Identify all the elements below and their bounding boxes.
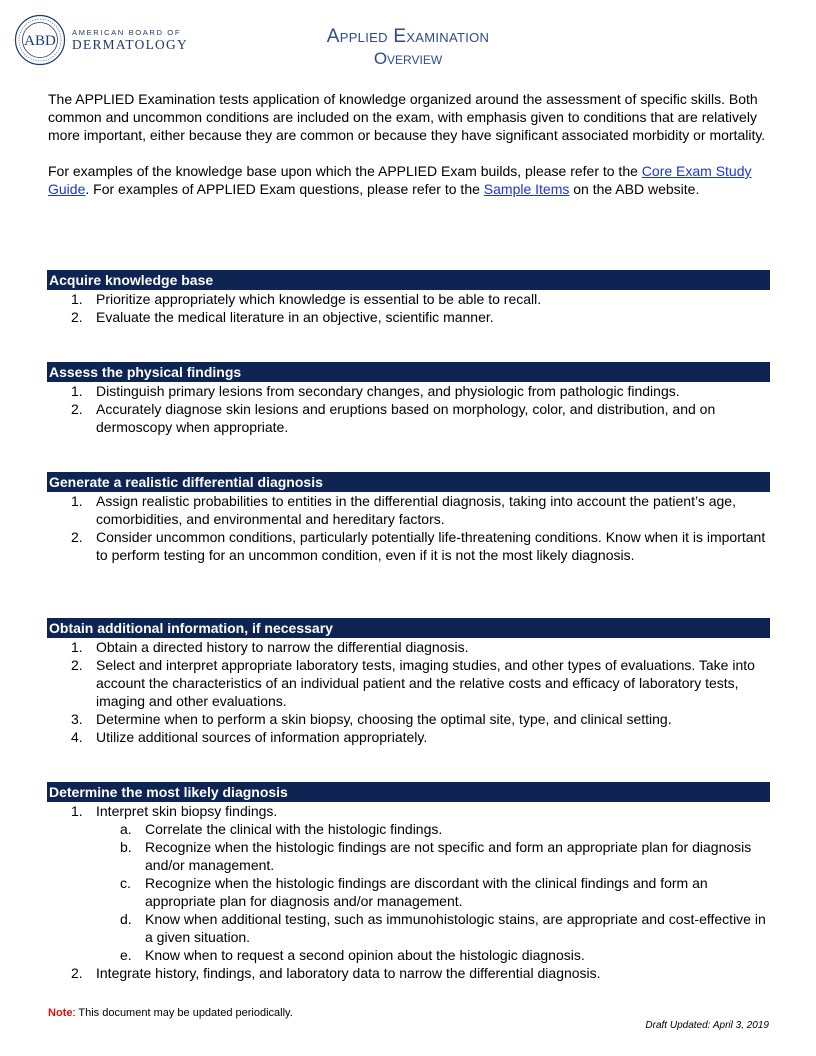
item-number: 2. [71,965,83,981]
item-text: Obtain a directed history to narrow the differential diagnosis. [96,639,469,655]
list-item [47,656,770,710]
item-text: Distinguish primary lesions from secondary changes, and physiologic from pathologic findings. [96,383,680,399]
sub-item-letter: b. [120,839,132,855]
section-heading: Obtain additional information, if necessary [47,618,770,638]
section-assess-physical-findings [47,362,770,436]
section-differential-diagnosis [47,472,770,564]
section-heading: Generate a realistic differential diagnosis [47,472,770,492]
list-item [47,290,770,308]
list-item [47,728,770,746]
item-text: Select and interpret appropriate laboratory tests, imaging studies, and other types of evaluations. Take into account the characteristics of an individual patient and the relative costs and efficacy of laboratory tests, imaging and other evaluations. [96,657,755,709]
section-heading: Assess the physical findings [47,362,770,382]
sub-item-text: Recognize when the histologic findings are not specific and form an appropriate plan for diagnosis and/or management. [145,839,752,873]
list-item [47,528,770,564]
list-item [47,964,770,982]
sub-item-text: Correlate the clinical with the histologic findings. [145,821,443,837]
item-number: 2. [71,309,83,325]
sub-list-item [96,874,770,910]
logo-small-text: AMERICAN BOARD OF [72,28,182,37]
sub-list-item [96,910,770,946]
draft-updated-date: Draft Updated: April 3, 2019 [645,1020,769,1031]
item-list [47,802,770,982]
section-acquire-knowledge [47,270,770,326]
sub-item-letter: c. [120,875,131,891]
item-text: Evaluate the medical literature in an objective, scientific manner. [96,309,494,325]
title-line-1: Applied Examination [326,26,490,47]
item-list [47,492,770,564]
sub-list-item [96,820,770,838]
list-item [47,802,770,964]
note-label: Note [48,1007,73,1019]
section-most-likely-diagnosis [47,782,770,982]
section-additional-information [47,618,770,746]
intro-p2-before: For examples of the knowledge base upon which the APPLIED Exam builds, please refer to the [48,163,642,179]
title-line-2: Overview [373,49,443,68]
item-list [47,638,770,746]
section-heading: Determine the most likely diagnosis [47,782,770,802]
item-number: 1. [71,803,83,819]
item-list [47,290,770,326]
sub-item-letter: a. [120,821,132,837]
item-text: Interpret skin biopsy findings. [96,803,278,819]
sub-item-text: Know when additional testing, such as immunohistologic stains, are appropriate and cost-effective in a given situation. [145,911,766,945]
item-list [47,382,770,436]
seal-text: ABD [24,33,56,49]
sub-list-item [96,946,770,964]
intro-paragraph-1: The APPLIED Examination tests application of knowledge organized around the assessment of specific skills. Both common and uncommon conditions are included on the exam, with emphasis given to conditions that are relatively more important, either because they are common or because they have significant associated morbidity or mortality. [48,91,766,143]
intro-p2-middle: . For examples of APPLIED Exam questions, please refer to the [85,181,484,197]
section-heading: Acquire knowledge base [47,270,770,290]
item-text: Integrate history, findings, and laboratory data to narrow the differential diagnosis. [96,965,601,981]
list-item [47,492,770,528]
item-number: 1. [71,291,83,307]
sample-items-link[interactable]: Sample Items [483,181,570,197]
item-number: 1. [71,493,83,509]
sub-item-text: Recognize when the histologic findings are discordant with the clinical findings and form an appropriate plan for diagnosis and/or management. [145,875,708,909]
sub-item-list [96,820,770,964]
list-item [47,710,770,728]
item-number: 2. [71,401,83,417]
intro-paragraph-2 [48,162,774,198]
item-number: 2. [71,657,83,673]
document-title [0,26,816,69]
item-text: Prioritize appropriately which knowledge is essential to be able to recall. [96,291,542,307]
logo-big-text: DERMATOLOGY [72,37,188,52]
item-text: Assign realistic probabilities to entities in the differential diagnosis, taking into account the patient’s age, comorbidities, and environmental and hereditary factors. [96,493,736,527]
intro-p2-after: on the ABD website. [569,181,700,197]
item-number: 1. [71,383,83,399]
sub-item-letter: d. [120,911,132,927]
item-number: 3. [71,711,83,727]
sub-item-text: Know when to request a second opinion about the histologic diagnosis. [145,947,585,963]
list-item [47,400,770,436]
sub-item-letter: e. [120,947,132,963]
footer-note [48,1006,293,1020]
item-text: Consider uncommon conditions, particularly potentially life-threatening conditions. Know when it is important to perform testing for an uncommon condition, even if it is not the most likely diagnosis. [96,529,766,563]
list-item [47,382,770,400]
intro [48,90,774,198]
sub-list-item [96,838,770,874]
item-number: 2. [71,529,83,545]
list-item [47,638,770,656]
item-text: Utilize additional sources of information appropriately. [96,729,428,745]
item-text: Determine when to perform a skin biopsy, choosing the optimal site, type, and clinical setting. [96,711,672,727]
item-number: 1. [71,639,83,655]
item-number: 4. [71,729,83,745]
note-text: : This document may be updated periodically. [72,1007,293,1019]
list-item [47,308,770,326]
item-text: Accurately diagnose skin lesions and eruptions based on morphology, color, and distribution, and on dermoscopy when appropriate. [96,401,716,435]
core-exam-study-guide-link[interactable]: Core Exam Study Guide [48,163,752,197]
